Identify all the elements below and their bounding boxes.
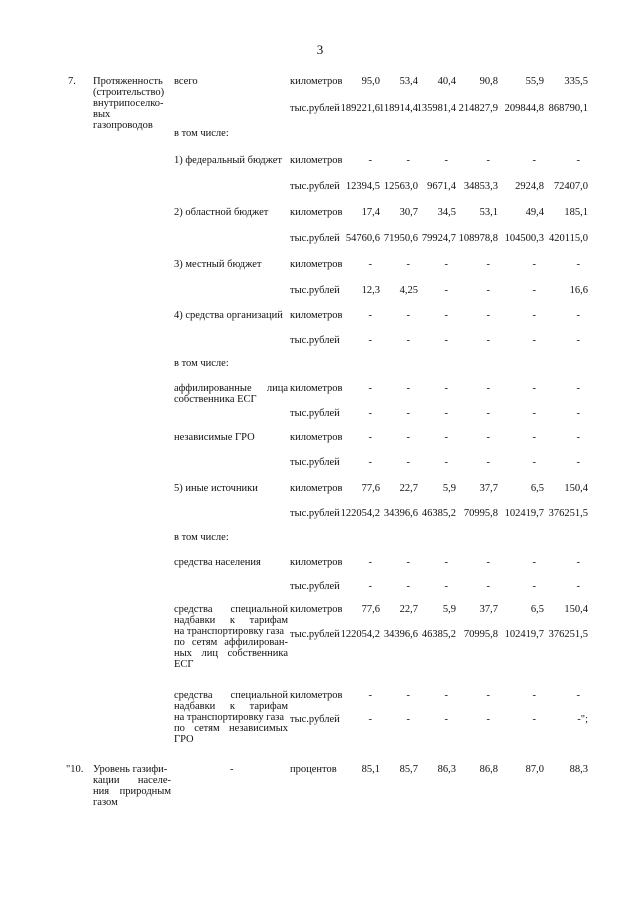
table-cell: - <box>532 690 536 701</box>
section-7-title <box>93 76 171 131</box>
table-cell: - <box>486 581 490 592</box>
table-cell: - <box>486 714 490 725</box>
v-tom-chisle-label: в том числе: <box>174 128 229 139</box>
table-cell: - <box>368 259 372 270</box>
table-cell: 868790,1 <box>548 103 588 114</box>
section-7-title-line: (строительство) <box>93 87 165 98</box>
other-sources-label: 5) иные источники <box>174 483 258 494</box>
table-cell: - <box>444 310 448 321</box>
table-cell: - <box>406 335 410 346</box>
table-cell: 12394,5 <box>345 181 380 192</box>
table-cell: - <box>368 690 372 701</box>
table-cell: - <box>486 432 490 443</box>
table-cell: - <box>444 557 448 568</box>
table-cell: 102419,7 <box>504 508 544 519</box>
table-cell: - <box>532 432 536 443</box>
table-cell: 6,5 <box>530 604 544 615</box>
table-cell: - <box>576 432 580 443</box>
table-cell: 118914,4 <box>379 103 418 114</box>
section-7-title-line: Протяженность <box>93 76 163 87</box>
table-cell: - <box>444 383 448 394</box>
section-10-title-line: газом <box>93 797 118 808</box>
table-cell: 376251,5 <box>548 508 588 519</box>
section-7-number: 7. <box>68 76 76 87</box>
table-cell: - <box>444 285 448 296</box>
table-cell: 209844,8 <box>504 103 544 114</box>
table-cell: 72407,0 <box>553 181 588 192</box>
v-tom-chisle-label: в том числе: <box>174 532 229 543</box>
table-cell: 55,9 <box>525 76 544 87</box>
table-cell: 189221,6 <box>340 103 380 114</box>
page-number: 3 <box>316 42 324 57</box>
table-cell: - <box>406 581 410 592</box>
table-cell: 53,1 <box>479 207 498 218</box>
table-cell: 122054,2 <box>340 508 380 519</box>
table-cell: 376251,5 <box>548 629 588 640</box>
affil-km-unit: километров <box>290 383 343 394</box>
naselenie-km-unit: километров <box>290 557 343 568</box>
table-cell: - <box>532 383 536 394</box>
table-cell: 86,3 <box>437 764 456 775</box>
section-7-title-line: внутрипоселко- <box>93 98 164 109</box>
table-cell: 34,5 <box>437 207 456 218</box>
table-cell: 150,4 <box>564 604 588 615</box>
nezav-rub-unit: тыс.рублей <box>290 457 340 468</box>
table-cell: - <box>486 310 490 321</box>
table-cell: - <box>532 581 536 592</box>
table-cell: - <box>368 310 372 321</box>
table-cell: - <box>576 155 580 166</box>
table-cell: 88,3 <box>569 764 588 775</box>
federal-budget-label: 1) федеральный бюджет <box>174 155 283 166</box>
surcharge-nezav-km-unit: километров <box>290 690 343 701</box>
table-cell: -"; <box>577 714 588 725</box>
inye-rub-unit: тыс.рублей <box>290 508 340 519</box>
table-cell: 87,0 <box>525 764 544 775</box>
table-cell: - <box>444 581 448 592</box>
section-10-title <box>93 764 171 808</box>
table-cell: 185,1 <box>564 207 588 218</box>
table-cell: - <box>406 383 410 394</box>
naselenie-rub-unit: тыс.рублей <box>290 581 340 592</box>
nezav-km-unit: километров <box>290 432 343 443</box>
total-rub-unit: тыс.рублей <box>290 103 340 114</box>
table-cell: 70995,8 <box>463 508 498 519</box>
surcharge-nezav-rub-unit: тыс.рублей <box>290 714 340 725</box>
table-cell: - <box>406 408 410 419</box>
table-cell: - <box>406 155 410 166</box>
org-funds-label: 4) средства организаций <box>174 310 283 321</box>
table-cell: - <box>486 408 490 419</box>
table-cell: - <box>576 259 580 270</box>
surcharge-affiliated-label <box>174 604 288 670</box>
table-cell: - <box>532 557 536 568</box>
table-cell: - <box>368 432 372 443</box>
table-cell: 104500,3 <box>504 233 544 244</box>
table-cell: - <box>532 457 536 468</box>
table-cell: - <box>368 581 372 592</box>
table-cell: - <box>576 690 580 701</box>
table-cell: - <box>368 714 372 725</box>
table-cell: 34396,6 <box>383 629 418 640</box>
oblast-km-unit: километров <box>290 207 343 218</box>
table-cell: - <box>444 432 448 443</box>
table-cell: - <box>368 408 372 419</box>
table-cell: 49,4 <box>525 207 544 218</box>
table-cell: - <box>406 457 410 468</box>
table-cell: - <box>444 335 448 346</box>
table-cell: 77,6 <box>361 604 380 615</box>
table-cell: 85,1 <box>361 764 380 775</box>
table-cell: - <box>486 690 490 701</box>
table-cell: 420115,0 <box>549 233 588 244</box>
table-cell: 5,9 <box>442 604 456 615</box>
table-cell: - <box>532 155 536 166</box>
table-cell: - <box>576 408 580 419</box>
surcharge-affiliated-line: средства специальной <box>174 604 288 615</box>
table-cell: - <box>406 557 410 568</box>
affiliated-label-line: собственника ЕСГ <box>174 394 257 405</box>
surcharge-affiliated-line: надбавки к тарифам <box>174 615 288 626</box>
table-cell: - <box>368 457 372 468</box>
table-cell: 95,0 <box>361 76 380 87</box>
table-cell: - <box>486 259 490 270</box>
table-cell: - <box>486 285 490 296</box>
table-cell: - <box>532 335 536 346</box>
table-cell: 46385,2 <box>421 629 456 640</box>
mestny-km-unit: километров <box>290 259 343 270</box>
table-cell: 79924,7 <box>421 233 456 244</box>
independent-gro-label: независимые ГРО <box>174 432 255 443</box>
section-10-title-line: Уровень газифи- <box>93 764 168 775</box>
surcharge-affiliated-line: на транспортировку газа <box>174 626 285 637</box>
table-cell: 34396,6 <box>383 508 418 519</box>
table-cell: 12,3 <box>361 285 380 296</box>
oblast-rub-unit: тыс.рублей <box>290 233 340 244</box>
table-cell: - <box>576 335 580 346</box>
table-cell: - <box>444 155 448 166</box>
inye-km-unit: километров <box>290 483 343 494</box>
table-cell: - <box>576 581 580 592</box>
table-cell: - <box>444 408 448 419</box>
table-cell: 135981,4 <box>416 103 456 114</box>
table-cell: 122054,2 <box>340 629 380 640</box>
table-cell: - <box>532 714 536 725</box>
vsego-label: всего <box>174 76 198 87</box>
federal-rub-unit: тыс.рублей <box>290 181 340 192</box>
section-10-title-line: кации населе- <box>93 775 171 786</box>
table-cell: 85,7 <box>399 764 418 775</box>
table-cell: - <box>576 383 580 394</box>
table-cell: - <box>368 335 372 346</box>
section-10-unit: процентов <box>290 764 337 775</box>
table-cell: - <box>532 259 536 270</box>
surcharge-affil-rub-unit: тыс.рублей <box>290 629 340 640</box>
table-cell: 22,7 <box>399 483 418 494</box>
table-cell: 37,7 <box>479 483 498 494</box>
table-cell: - <box>486 383 490 394</box>
table-cell: 9671,4 <box>427 181 456 192</box>
surcharge-independent-line: ГРО <box>174 734 194 745</box>
surcharge-independent-line: по сетям независимых <box>174 723 288 734</box>
table-cell: 30,7 <box>399 207 418 218</box>
mestny-rub-unit: тыс.рублей <box>290 285 340 296</box>
table-cell: - <box>406 432 410 443</box>
table-cell: 53,4 <box>399 76 418 87</box>
table-cell: 86,8 <box>479 764 498 775</box>
table-cell: - <box>532 310 536 321</box>
table-cell: 214827,9 <box>458 103 498 114</box>
oblast-budget-label: 2) областной бюджет <box>174 207 269 218</box>
table-cell: - <box>406 259 410 270</box>
table-cell: 90,8 <box>479 76 498 87</box>
table-cell: - <box>406 310 410 321</box>
table-cell: - <box>486 335 490 346</box>
table-cell: 46385,2 <box>421 508 456 519</box>
table-cell: - <box>368 155 372 166</box>
org-rub-unit: тыс.рублей <box>290 335 340 346</box>
table-cell: - <box>444 259 448 270</box>
table-cell: - <box>368 383 372 394</box>
table-cell: 40,4 <box>437 76 456 87</box>
section-10-source: - <box>230 764 234 775</box>
total-km-unit: километров <box>290 76 343 87</box>
table-cell: - <box>532 285 536 296</box>
affiliated-label <box>174 383 288 405</box>
table-cell: 4,25 <box>399 285 418 296</box>
affil-rub-unit: тыс.рублей <box>290 408 340 419</box>
section-10-title-line: ния природным <box>93 786 171 797</box>
table-cell: 12563,0 <box>383 181 418 192</box>
section-10-number: "10. <box>66 764 84 775</box>
table-cell: - <box>444 457 448 468</box>
table-cell: 22,7 <box>399 604 418 615</box>
table-cell: 70995,8 <box>463 629 498 640</box>
table-cell: - <box>486 557 490 568</box>
table-cell: - <box>576 557 580 568</box>
surcharge-independent-line: на транспортировку газа <box>174 712 285 723</box>
org-km-unit: километров <box>290 310 343 321</box>
table-cell: 17,4 <box>361 207 380 218</box>
table-cell: - <box>368 557 372 568</box>
affiliated-label-line: аффилированные лица <box>174 383 288 394</box>
v-tom-chisle-label: в том числе: <box>174 358 229 369</box>
table-cell: 6,5 <box>530 483 544 494</box>
table-cell: - <box>406 690 410 701</box>
population-funds-label: средства населения <box>174 557 261 568</box>
table-cell: 16,6 <box>569 285 588 296</box>
surcharge-affiliated-line: ных лиц собственника <box>174 648 288 659</box>
surcharge-affil-km-unit: километров <box>290 604 343 615</box>
table-cell: 54760,6 <box>345 233 380 244</box>
surcharge-independent-line: надбавки к тарифам <box>174 701 288 712</box>
surcharge-affiliated-line: ЕСГ <box>174 659 194 670</box>
table-cell: - <box>532 408 536 419</box>
table-cell: 108978,8 <box>458 233 498 244</box>
federal-km-unit: километров <box>290 155 343 166</box>
mestny-budget-label: 3) местный бюджет <box>174 259 262 270</box>
table-cell: - <box>486 457 490 468</box>
surcharge-affiliated-line: по сетям аффилирован- <box>174 637 288 648</box>
table-cell: 37,7 <box>479 604 498 615</box>
table-cell: 71950,6 <box>383 233 418 244</box>
table-cell: - <box>444 714 448 725</box>
table-cell: - <box>444 690 448 701</box>
surcharge-independent-line: средства специальной <box>174 690 288 701</box>
table-cell: 102419,7 <box>504 629 544 640</box>
table-cell: 34853,3 <box>463 181 498 192</box>
section-7-title-line: вых газопроводов <box>93 109 153 131</box>
table-cell: - <box>576 457 580 468</box>
table-cell: 77,6 <box>361 483 380 494</box>
table-cell: - <box>406 714 410 725</box>
surcharge-independent-label <box>174 690 288 745</box>
table-cell: 2924,8 <box>515 181 544 192</box>
table-cell: - <box>576 310 580 321</box>
table-cell: 5,9 <box>442 483 456 494</box>
table-cell: 335,5 <box>564 76 588 87</box>
table-cell: 150,4 <box>564 483 588 494</box>
table-cell: - <box>486 155 490 166</box>
